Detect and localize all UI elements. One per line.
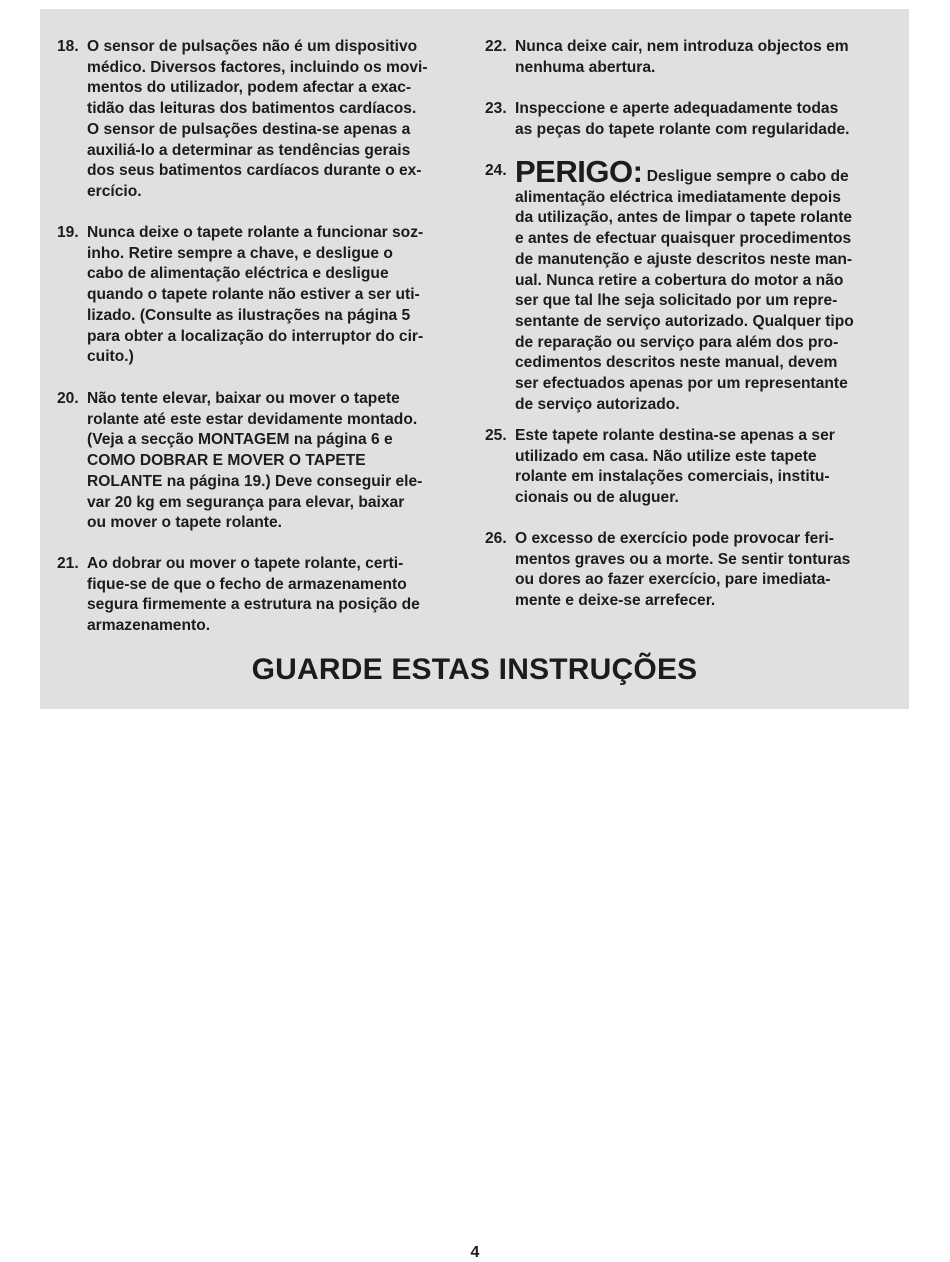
item-text-line: mentos graves ou a morte. Se sentir tonturas — [515, 550, 851, 568]
item-text-line: ou dores ao fazer exercício, pare imediata- — [515, 571, 831, 589]
item-text-line: armazenamento. — [87, 617, 211, 635]
item-text-line: nenhuma abertura. — [515, 58, 656, 76]
item-text-line: Não tente elevar, baixar ou mover o tapete — [87, 390, 400, 407]
instruction-item-26 — [485, 529, 850, 612]
item-text-line: Inspeccione e aperte adequadamente todas — [515, 100, 839, 117]
item-text-line: ercício. — [87, 182, 142, 200]
item-number: 24. — [485, 162, 507, 179]
item-text-fragment: Desligue sempre o cabo de — [646, 168, 849, 185]
item-number: 26. — [485, 530, 507, 547]
item-text-line: cionais ou de aluguer. — [515, 489, 679, 507]
item-text-line: quando o tapete rolante não estiver a ser uti- — [87, 286, 420, 304]
instruction-item-25 — [485, 426, 835, 509]
item-text-line: auxiliá-lo a determinar as tendências gerais — [87, 141, 411, 159]
item-text-line: ser que tal lhe seja solicitado por um repre- — [515, 292, 838, 310]
item-text-line: cabo de alimentação eléctrica e desligue — [87, 265, 389, 283]
instruction-item-23 — [485, 99, 850, 140]
page-number: 4 — [470, 1244, 480, 1261]
item-text-line: de manutenção e ajuste descritos neste man- — [515, 250, 853, 268]
item-number: 18. — [57, 38, 79, 55]
item-text-line: mentos do utilizador, podem afectar a exac- — [87, 79, 412, 97]
item-text-line: ROLANTE na página 19.) Deve conseguir ele- — [87, 472, 423, 490]
save-instructions-heading: GUARDE ESTAS INSTRUÇÕES — [251, 653, 698, 686]
item-text-line: dos seus batimentos cardíacos durante o ex- — [87, 162, 422, 180]
item-text-line: Este tapete rolante destina-se apenas a ser — [515, 427, 835, 444]
item-number: 21. — [57, 555, 79, 572]
item-text-line: da utilização, antes de limpar o tapete rolante — [515, 209, 853, 227]
item-text-line: Nunca deixe cair, nem introduza objectos em — [515, 38, 849, 55]
item-number: 25. — [485, 427, 507, 444]
item-text-line: as peças do tapete rolante com regularidade. — [515, 120, 850, 138]
item-text-line: rolante até este estar devidamente montado. — [87, 410, 418, 428]
safety-instructions-panel — [40, 9, 909, 709]
item-number: 23. — [485, 100, 507, 117]
item-text-line: cedimentos descritos neste manual, devem — [515, 354, 838, 372]
item-text-line: ser efectuados apenas por um representante — [515, 375, 848, 393]
item-text-line: O sensor de pulsações destina-se apenas a — [87, 120, 411, 138]
item-number: 20. — [57, 390, 79, 407]
danger-warning-label: PERIGO: — [515, 154, 643, 189]
item-text-line: inho. Retire sempre a chave, e desligue o — [87, 244, 393, 262]
item-text-line: utilizado em casa. Não utilize este tapete — [515, 447, 817, 465]
item-text-line: tidão das leituras dos batimentos cardíacos. — [87, 100, 417, 118]
item-text-line: de serviço autorizado. — [515, 395, 680, 413]
item-text-line: O excesso de exercício pode provocar feri- — [515, 530, 834, 547]
instruction-item-21 — [57, 554, 420, 637]
item-text-line — [485, 154, 854, 189]
item-text-line: para obter a localização do interruptor do cir- — [87, 327, 424, 345]
item-text-line: fique-se de que o fecho de armazenamento — [87, 575, 407, 593]
item-text-line: segura firmemente a estrutura na posição de — [87, 596, 420, 614]
instruction-item-20 — [57, 389, 422, 534]
item-text-line: alimentação eléctrica imediatamente depois — [515, 188, 841, 206]
item-text-line: O sensor de pulsações não é um dispositivo — [87, 38, 418, 55]
instruction-item-19 — [57, 223, 423, 368]
item-text-line: de reparação ou serviço para além dos pro- — [515, 333, 839, 351]
item-text-line: e antes de efectuar quaisquer procedimentos — [515, 230, 852, 248]
item-text-line: cuito.) — [87, 348, 134, 366]
item-number: 19. — [57, 224, 79, 241]
item-text-line: var 20 kg em segurança para elevar, baixar — [87, 493, 405, 511]
item-text-line: ual. Nunca retire a cobertura do motor a não — [515, 271, 844, 289]
item-text-line: rolante em instalações comerciais, institu- — [515, 468, 830, 486]
item-text-line: ou mover o tapete rolante. — [87, 514, 282, 532]
item-text-line: Nunca deixe o tapete rolante a funcionar soz- — [87, 224, 424, 241]
item-text-line: mente e deixe-se arrefecer. — [515, 592, 716, 610]
item-text-line: sentante de serviço autorizado. Qualquer tipo — [515, 312, 854, 330]
item-number: 22. — [485, 38, 507, 55]
instruction-item-18 — [57, 37, 428, 203]
item-text-line: Ao dobrar ou mover o tapete rolante, certi- — [87, 555, 404, 572]
item-text-line: lizado. (Consulte as ilustrações na página 5 — [87, 306, 411, 324]
item-text-line: (Veja a secção MONTAGEM na página 6 e — [87, 431, 393, 449]
instruction-item-24 — [485, 154, 854, 415]
instruction-item-22 — [485, 37, 849, 78]
item-text-line: médico. Diversos factores, incluindo os movi- — [87, 58, 428, 76]
item-text-line: COMO DOBRAR E MOVER O TAPETE — [87, 452, 366, 470]
